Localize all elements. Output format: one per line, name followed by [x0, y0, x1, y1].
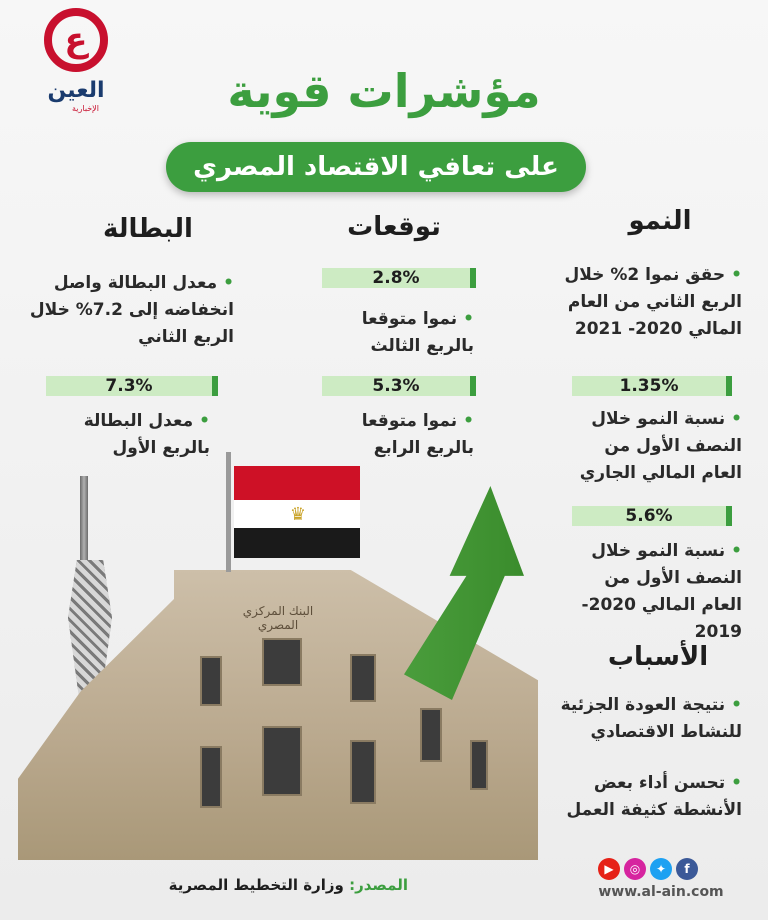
flag-pole: [226, 452, 231, 572]
subtitle-text: على تعافي الاقتصاد المصري: [193, 152, 559, 182]
instagram-icon[interactable]: ◎: [624, 858, 646, 880]
source-line: [150, 876, 408, 894]
growth-value-bar-2: [572, 506, 732, 526]
unemployment-value-bar: [46, 376, 218, 396]
building-window: [262, 726, 302, 796]
unemployment-item-2: •معدل البطالة بالربع الأول: [83, 411, 210, 458]
egypt-flag-black-band: [234, 528, 360, 558]
forecast-value-bar-2: [322, 376, 476, 396]
logo-subtitle: الإخبارية: [72, 104, 99, 113]
egypt-flag-red-band: [234, 466, 360, 500]
building-window: [350, 654, 376, 702]
growth-item-3: •نسبة النمو خلال النصف الأول من العام المالي 2020-2019: [581, 541, 742, 642]
page-title: مؤشرات قوية: [227, 64, 541, 118]
building-window: [420, 708, 442, 762]
subtitle-banner: [166, 142, 586, 192]
unemployment-item-1: •معدل البطالة واصل انخفاضه إلى 7.2% خلال الربع الثاني: [29, 273, 234, 347]
source-label: المصدر:: [349, 876, 408, 894]
reasons-title: الأسباب: [607, 642, 709, 672]
forecast-item-1: •نموا متوقعا بالربع الثالث: [361, 309, 474, 356]
building-window: [200, 656, 222, 706]
website-link[interactable]: www.al-ain.com: [598, 884, 724, 900]
source-name: وزارة التخطيط المصرية: [168, 876, 344, 894]
growth-value-bar-1: [572, 376, 732, 396]
unemployment-title: البطالة: [103, 214, 193, 244]
growth-item-2: •نسبة النمو خلال النصف الأول من العام المالي الجاري: [579, 409, 742, 483]
growth-value-1: 1.35%: [619, 376, 679, 396]
growth-item-1: •حقق نموا 2% خلال الربع الثاني من العام المالي 2020- 2021: [564, 265, 742, 339]
social-links: [598, 858, 698, 880]
forecasts-title: توقعات: [347, 212, 441, 242]
forecast-value-bar-1: [322, 268, 476, 288]
growth-value-2: 5.6%: [625, 506, 673, 526]
forecast-item-2: •نموا متوقعا بالربع الرابع: [361, 411, 474, 458]
twitter-icon[interactable]: ✦: [650, 858, 672, 880]
forecast-value-1: 2.8%: [372, 268, 420, 288]
reason-item-2: •تحسن أداء بعض الأنشطة كثيفة العمل: [566, 773, 742, 820]
building-window: [262, 638, 302, 686]
forecast-value-2: 5.3%: [372, 376, 420, 396]
eagle-icon: ♛: [289, 503, 307, 525]
youtube-icon[interactable]: ▶: [598, 858, 620, 880]
building-window: [200, 746, 222, 808]
building-window: [350, 740, 376, 804]
facebook-icon[interactable]: f: [676, 858, 698, 880]
logo-name: العين: [47, 78, 105, 103]
building-window: [470, 740, 488, 790]
reason-item-1: •نتيجة العودة الجزئية للنشاط الاقتصادي: [560, 695, 742, 742]
logo-mark: ع: [64, 20, 88, 60]
growth-title: النمو: [628, 206, 692, 236]
unemployment-value: 7.3%: [105, 376, 153, 396]
bank-name-sign: البنك المركزي المصري: [242, 604, 314, 632]
